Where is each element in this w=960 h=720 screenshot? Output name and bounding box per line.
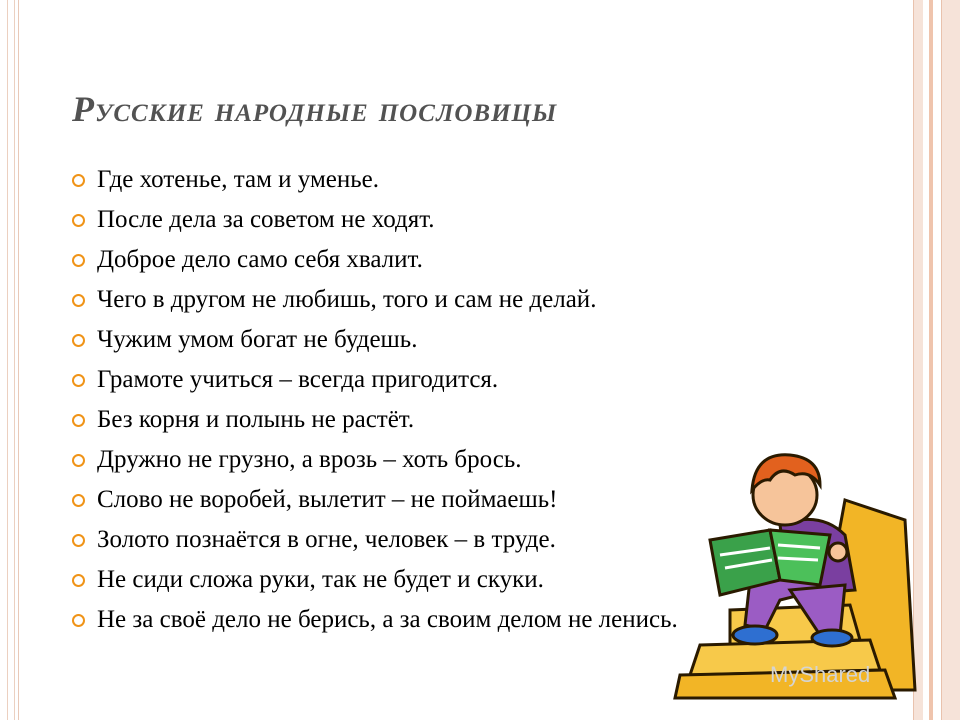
right-border-stripe	[941, 0, 960, 720]
slide-title: Русские народные пословицы	[72, 89, 558, 129]
bullet-icon	[72, 334, 85, 347]
boy-reading-book-icon	[670, 440, 920, 700]
bullet-icon	[72, 414, 85, 427]
bullet-icon	[72, 214, 85, 227]
list-item: Грамоте учиться – всегда пригодится.	[72, 360, 712, 400]
bullet-icon	[72, 294, 85, 307]
list-item: Чего в другом не любишь, того и сам не делай.	[72, 280, 712, 320]
list-item: Где хотенье, там и уменье.	[72, 160, 712, 200]
bullet-icon	[72, 454, 85, 467]
bullet-icon	[72, 494, 85, 507]
bullet-icon	[72, 374, 85, 387]
bullet-icon	[72, 534, 85, 547]
watermark: MyShared	[770, 662, 871, 687]
list-item: Дружно не грузно, а врозь – хоть брось.	[72, 440, 712, 480]
list-item: Не за своё дело не берись, а за своим делом не ленись.	[72, 600, 697, 636]
list-item: Золото познаётся в огне, человек – в труде.	[72, 520, 712, 560]
bullet-icon	[72, 174, 85, 187]
list-item: Доброе дело само себя хвалит.	[72, 240, 712, 280]
bullet-icon	[72, 614, 85, 627]
list-item: Не сиди сложа руки, так не будет и скуки.	[72, 560, 712, 600]
bullet-icon	[72, 574, 85, 587]
left-border	[0, 0, 19, 720]
list-item: После дела за советом не ходят.	[72, 200, 712, 240]
proverb-list	[72, 160, 712, 636]
list-item: Чужим умом богат не будешь.	[72, 320, 712, 360]
list-item: Слово не воробей, вылетит – не поймаешь!	[72, 480, 712, 520]
list-item: Без корня и полынь не растёт.	[72, 400, 712, 440]
bullet-icon	[72, 254, 85, 267]
